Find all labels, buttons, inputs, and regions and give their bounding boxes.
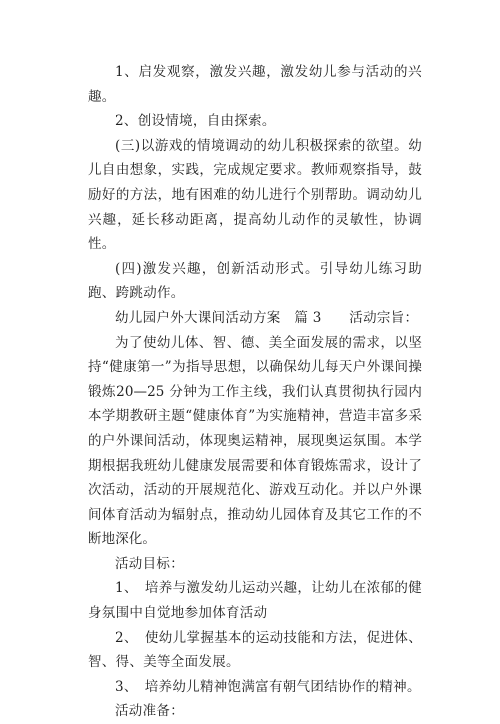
- paragraph-1: 1、启发观察，激发兴趣，激发幼儿参与活动的兴趣。: [88, 64, 422, 105]
- goal-item-1: 1、 培养与激发幼儿运动兴趣，让幼儿在浓郁的健身氛围中自觉地参加体育活动: [88, 580, 422, 622]
- paragraph-5: 为了使幼儿体、智、德、美全面发展的需求，以坚持“健康第一”为指导思想，以确保幼儿每天户外课间操锻炼20—25 分钟为工作主线，我们认真贯彻执行园内本学期教研主题“健康体育”为实施精神，营造丰富多采的户外课间活动，体现奥运精神，展现奥运氛围。本学期根据我班幼儿健康发展需要和体育锻炼需求，设计了次活动，活动的开展规范化、游戏互动化。并以户外课间体育活动为辐射点，推动幼儿园体育及其它工作的不断地深化。: [88, 334, 422, 548]
- document-body: [88, 60, 422, 724]
- paragraph-4: (四)激发兴趣，创新活动形式。引导幼儿练习助跑、跨跳动作。: [88, 260, 422, 302]
- goals-heading: 活动目标：: [115, 555, 184, 572]
- goal-item-2: 2、 使幼儿掌握基本的运动技能和方法，促进体、智、得、美等全面发展。: [88, 629, 422, 671]
- goal-item-3: 3、 培养幼儿精神饱满富有朝气团结协作的精神。: [115, 678, 421, 695]
- section-heading: 幼儿园户外大课间活动方案 篇 3 活动宗旨：: [115, 309, 419, 326]
- preparation-heading: 活动准备：: [115, 703, 184, 720]
- paragraph-3: (三)以游戏的情境调动的幼儿积极探索的欲望。幼儿自由想象，实践，完成规定要求。教师观察指导，鼓励好的方法，地有困难的幼儿进行个别帮助。调动幼儿兴趣，延长移动距离，提高幼儿动作的灵敏性，协调性。: [88, 137, 422, 253]
- paragraph-2: 2、创设情境，自由探索。: [115, 113, 276, 130]
